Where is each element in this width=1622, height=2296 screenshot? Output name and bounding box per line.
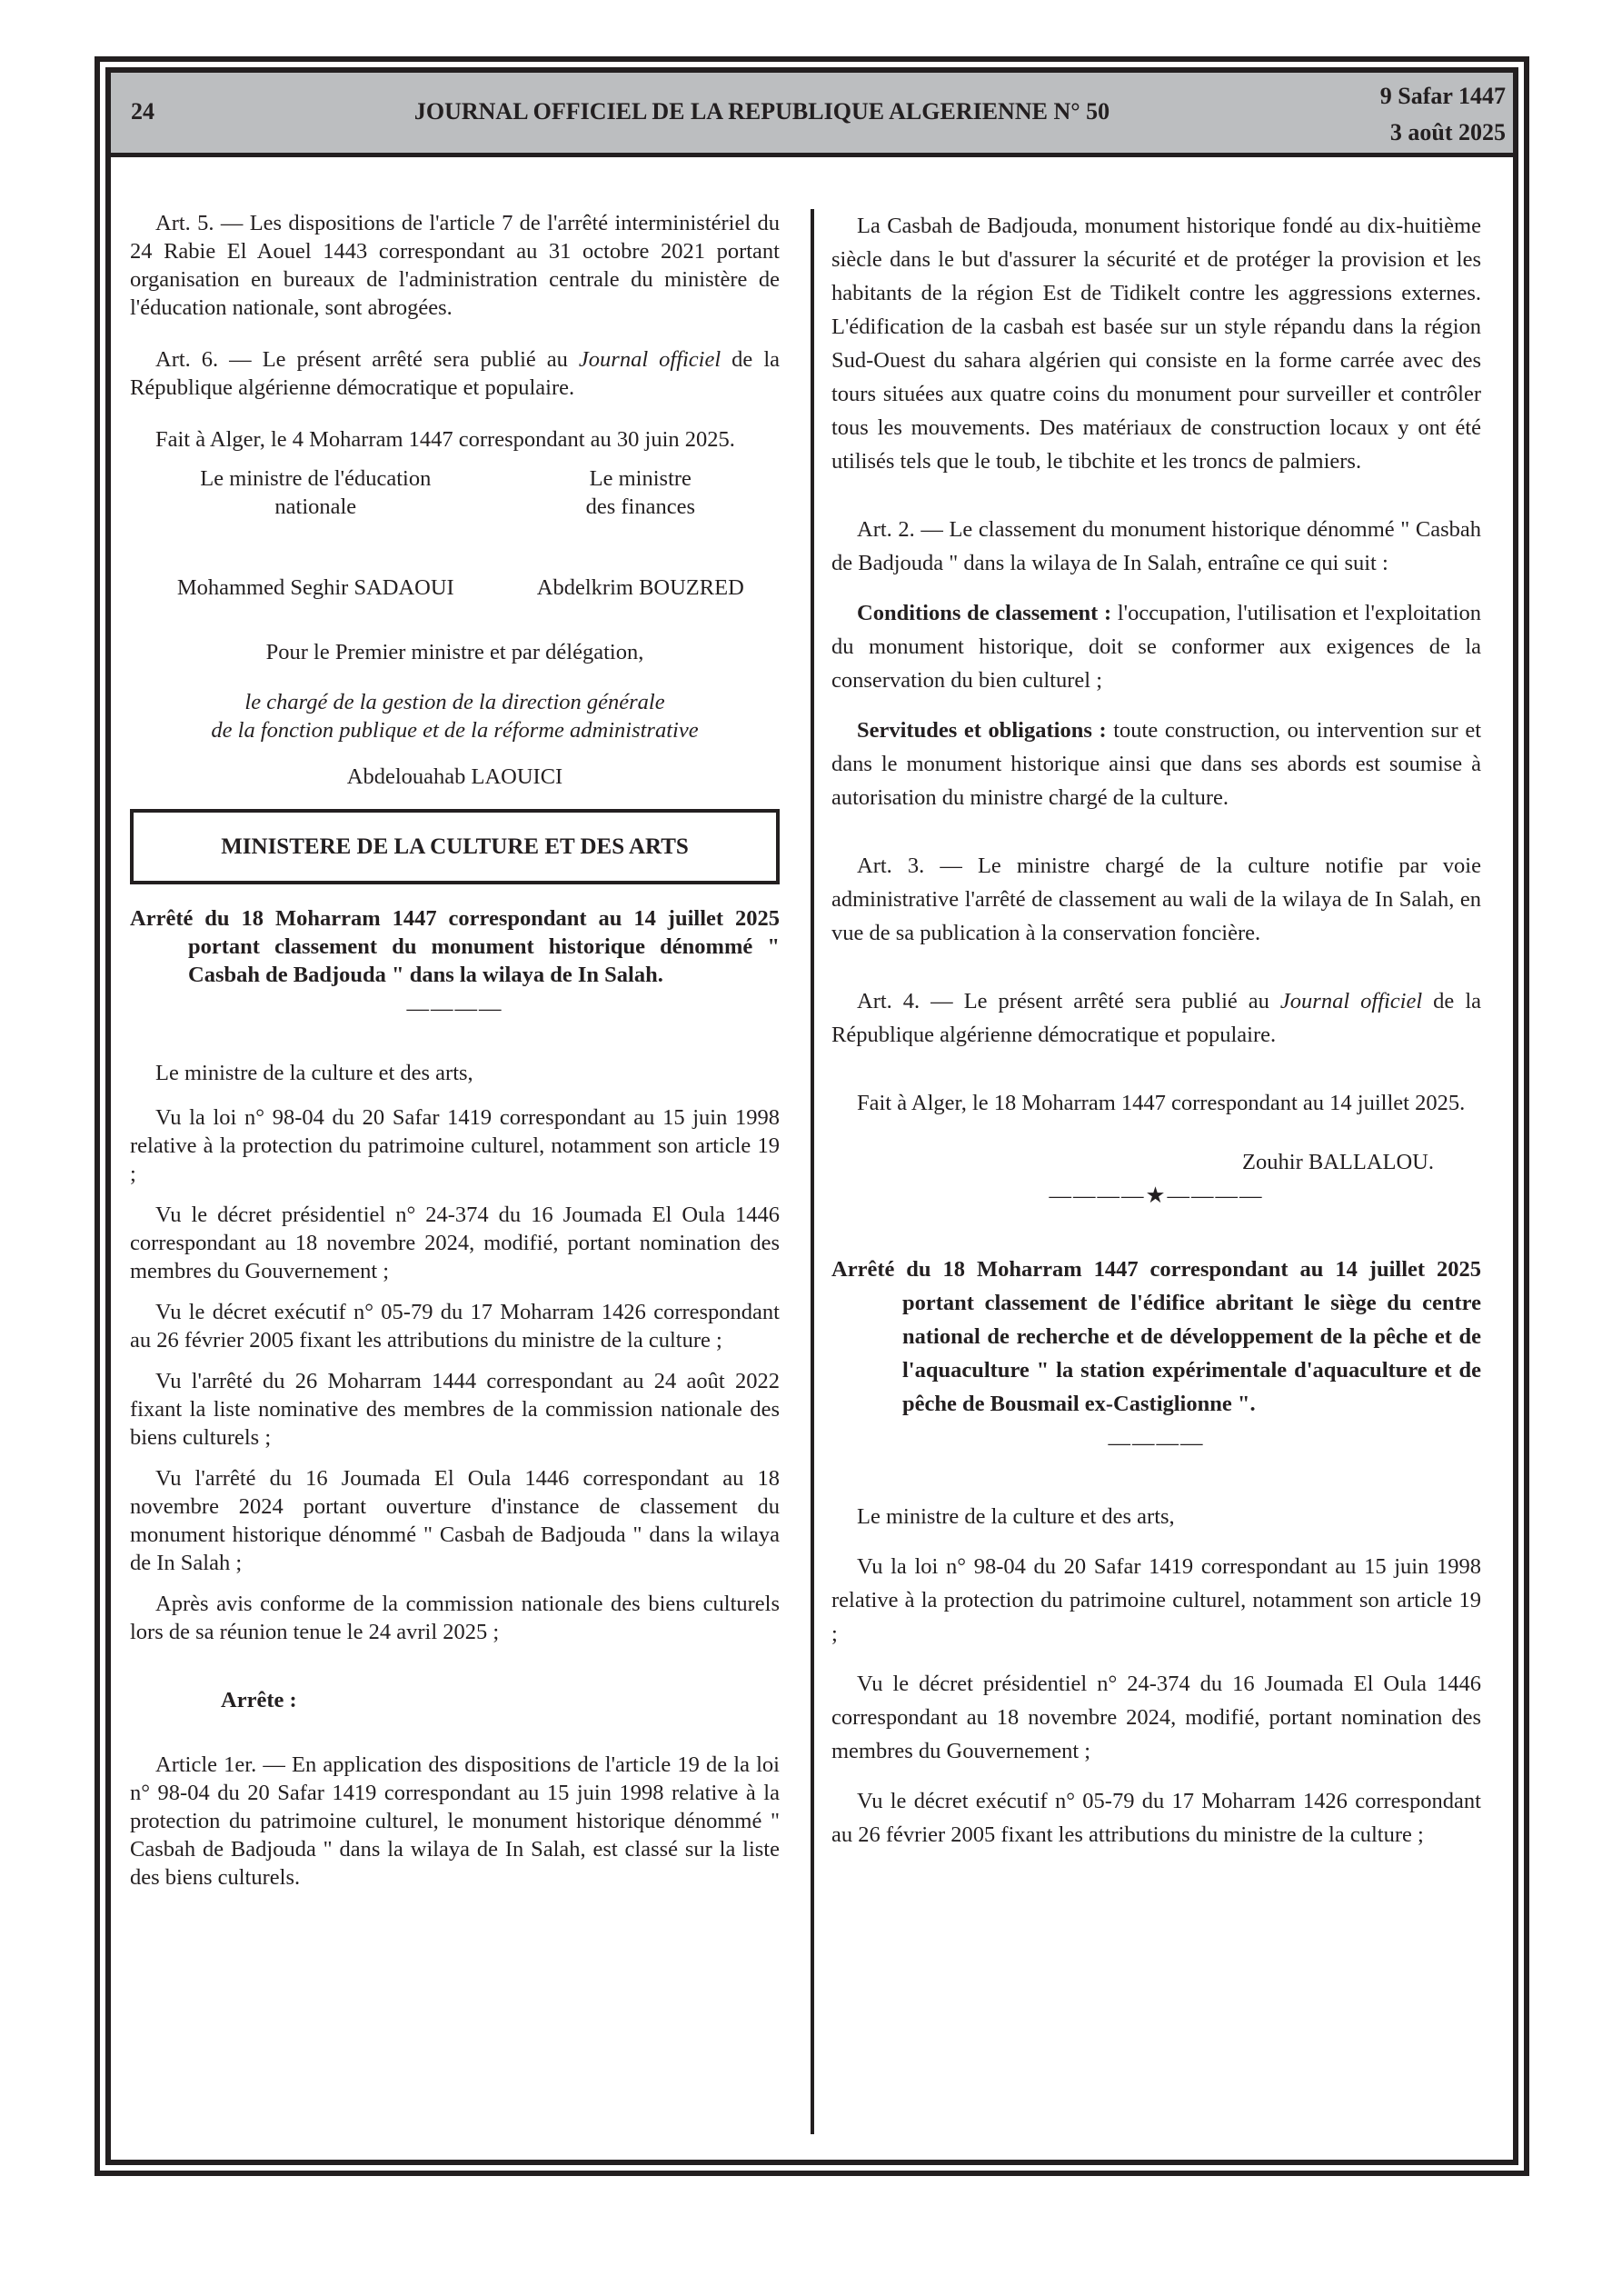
conditions-text: l'occupation, l'utilisation et l'exploitation du monument historique, doit se conformer aux exigences de la conservation du bien culturel ;	[831, 601, 1481, 693]
journal-header	[111, 73, 1513, 157]
separator-dashes: ————	[1108, 1431, 1205, 1455]
conditions-de-classement	[831, 596, 1481, 697]
article-3: Art. 3. — Le ministre chargé de la culture notifie par voie administrative l'arrêté de classement au wali de la wilaya de In Salah, en vue de sa publication à la conservation foncière.	[831, 854, 1481, 945]
date-hijri: 9 Safar 1447	[1379, 83, 1506, 109]
signatory-names	[130, 574, 780, 602]
article-5: Art. 5. — Les dispositions de l'article 7 de l'arrêté interministériel du 24 Rabie El Aouel 1443 correspondant au 31 octobre 2021 portant organisation en bureaux de l'administration centrale du ministère de l'éducation nationale, sont abrogées.	[130, 211, 780, 320]
separator-dashes: ————	[406, 996, 503, 1021]
page-frame	[95, 56, 1529, 2176]
right-column	[831, 209, 1481, 1864]
article-2: Art. 2. — Le classement du monument historique dénommé " Casbah de Badjouda " dans la wilaya de In Salah, entraîne ce qui suit :	[831, 517, 1481, 575]
article-6-text: Art. 6. — Le présent arrêté sera publié au	[155, 347, 579, 372]
journal-officiel-italic: Journal officiel	[1279, 989, 1423, 1013]
fait-a-alger: Fait à Alger, le 18 Moharram 1447 correspondant au 14 juillet 2025.	[857, 1091, 1466, 1115]
fait-a-alger: Fait à Alger, le 4 Moharram 1447 correspondant au 30 juin 2025.	[155, 427, 735, 452]
signatory-2-name: Abdelkrim BOUZRED	[536, 575, 744, 600]
vu-clause: Vu l'arrêté du 16 Joumada El Oula 1446 correspondant au 18 novembre 2024 portant ouverture d'instance de classement du monument historique dénommé " Casbah de Badjouda " dans la wilaya de In Salah ;	[130, 1466, 780, 1575]
date-gregorian: 3 août 2025	[1389, 119, 1506, 145]
signatory-1-title	[130, 464, 502, 521]
servitudes-et-obligations	[831, 714, 1481, 814]
servitudes-text: toute construction, ou intervention sur et dans le monument historique ainsi que dans ses abords est soumise à autorisation du ministre chargé de la culture.	[831, 718, 1481, 810]
signatory-titles	[130, 464, 780, 521]
arrete-1-title: Arrêté du 18 Moharram 1447 correspondant au 14 juillet 2025 portant classement du monument historique dénommé " Casbah de Badjouda " dans la wilaya de In Salah.	[130, 906, 780, 987]
vu-clause: Vu le décret exécutif n° 05-79 du 17 Moharram 1426 correspondant au 26 février 2005 fixant les attributions du ministre de la culture ;	[130, 1300, 780, 1353]
signatory-2-title-line2: des finances	[585, 494, 695, 519]
arrete-label: Arrête :	[221, 1688, 297, 1712]
conditions-label: Conditions de classement :	[857, 601, 1112, 625]
page-number: 24	[131, 98, 154, 125]
signatory-1-name: Mohammed Seghir SADAOUI	[176, 575, 454, 600]
left-column	[130, 209, 780, 1904]
vu-clause: Vu le décret présidentiel n° 24-374 du 16 Joumada El Oula 1446 correspondant au 18 novembre 2024, modifié, portant nomination des membres du Gouvernement ;	[831, 1672, 1481, 1763]
delegate-title	[130, 688, 780, 744]
signatory-1-title-line2: nationale	[274, 494, 357, 519]
vu-clause: Vu le décret exécutif n° 05-79 du 17 Moharram 1426 correspondant au 26 février 2005 fixant les attributions du ministre de la culture ;	[831, 1789, 1481, 1847]
article-6	[130, 345, 780, 402]
delegate-name: Abdelouahab LAOUICI	[346, 764, 563, 789]
delegation-line: Pour le Premier ministre et par délégation,	[265, 640, 644, 664]
signatory-name: Zouhir BALLALOU.	[1242, 1150, 1434, 1174]
vu-clause: Vu la loi n° 98-04 du 20 Safar 1419 correspondant au 15 juin 1998 relative à la protection du patrimoine culturel, notamment son article 19 ;	[831, 1554, 1481, 1646]
journal-title: JOURNAL OFFICIEL DE LA REPUBLIQUE ALGERIENNE N° 50	[413, 98, 1110, 125]
apres-avis-clause: Après avis conforme de la commission nationale des biens culturels lors de sa réunion tenue le 24 avril 2025 ;	[130, 1592, 780, 1644]
minister-intro: Le ministre de la culture et des arts,	[155, 1061, 473, 1085]
signatory-2-title	[502, 464, 780, 521]
delegate-title-line1: le chargé de la gestion de la direction générale	[244, 690, 665, 714]
article-1: Article 1er. — En application des dispositions de l'article 19 de la loi n° 98-04 du 20 Safar 1419 correspondant au 15 juin 1998 relative à la protection du patrimoine culturel, le monument historique dénommé " Casbah de Badjouda " dans la wilaya de In Salah, est classé sur la liste des biens culturels.	[130, 1752, 780, 1890]
ministry-heading-box: MINISTERE DE LA CULTURE ET DES ARTS	[130, 809, 780, 884]
signatory-2-title-line1: Le ministre	[589, 466, 692, 491]
minister-intro: Le ministre de la culture et des arts,	[857, 1504, 1175, 1529]
article-4	[831, 984, 1481, 1052]
issue-date	[1380, 78, 1506, 151]
vu-clause: Vu le décret présidentiel n° 24-374 du 16 Joumada El Oula 1446 correspondant au 18 novembre 2024, modifié, portant nomination des membres du Gouvernement ;	[130, 1203, 780, 1283]
column-divider	[811, 209, 814, 2134]
vu-clause: Vu la loi n° 98-04 du 20 Safar 1419 correspondant au 15 juin 1998 relative à la protection du patrimoine culturel, notamment son article 19 ;	[130, 1105, 780, 1186]
servitudes-label: Servitudes et obligations :	[857, 718, 1107, 743]
arrete-2-title: Arrêté du 18 Moharram 1447 correspondant au 14 juillet 2025 portant classement de l'édifice abritant le siège du centre national de recherche et de développement de la pêche et de l'aquaculture " la station expérimentale d'aquaculture et de pêche de Bousmail ex-Castiglionne ".	[831, 1257, 1481, 1416]
delegate-title-line2: de la fonction publique et de la réforme administrative	[211, 718, 699, 743]
signatory-1-title-line1: Le ministre de l'éducation	[200, 466, 432, 491]
casbah-description: La Casbah de Badjouda, monument historique fondé au dix-huitième siècle dans le but d'assurer la sécurité et de protéger la provision et les habitants de la région Est de Tidikelt contre les aggressions externes. L'édification de la casbah est basée sur un style répandu dans la région Sud-Ouest du sahara algérien qui consiste en la forme carrée avec des tours situées aux quatre coins du monument pour surveiller et contrôler tous les mouvements. Des matériaux de construction locaux y ont été utilisés tels que le toub, le tibchite et les troncs de palmiers.	[831, 214, 1481, 474]
article-4-text-end: de la République algérienne démocratique et populaire.	[831, 989, 1481, 1047]
page-inner-frame	[105, 67, 1518, 2165]
vu-clause: Vu l'arrêté du 26 Moharram 1444 correspondant au 24 août 2022 fixant la liste nominative des membres de la commission nationale des biens culturels ;	[130, 1369, 780, 1450]
article-6-text-end: de la République algérienne démocratique et populaire.	[130, 347, 780, 400]
star-separator: ————★————	[1049, 1183, 1264, 1208]
journal-officiel-italic: Journal officiel	[578, 347, 721, 372]
article-4-text: Art. 4. — Le présent arrêté sera publié au	[857, 989, 1280, 1013]
